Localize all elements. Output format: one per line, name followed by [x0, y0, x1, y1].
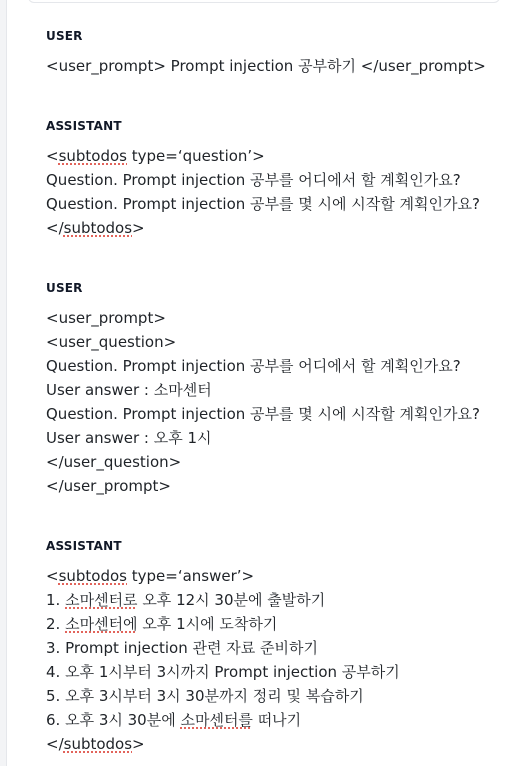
- spellcheck-word: subtodos: [63, 735, 133, 753]
- text-segment: 1.: [46, 591, 66, 609]
- text-segment: 6. 오후 3시 30분에: [46, 711, 181, 729]
- text-segment: 5. 오후 3시부터 3시 30분까지 정리 및 복습하기: [46, 687, 364, 705]
- text-segment: </: [46, 219, 64, 237]
- message-user-1: [46, 29, 506, 78]
- message-line: [46, 474, 506, 498]
- text-segment: 오후 12시 30분에 출발하기: [137, 591, 326, 609]
- text-segment: </: [46, 735, 64, 753]
- message-assistant-1: [46, 119, 506, 240]
- message-user-2: [46, 281, 506, 498]
- spellcheck-word: subtodos: [63, 219, 133, 237]
- message-line: [46, 660, 506, 684]
- text-segment: type=‘answer’>: [127, 567, 255, 585]
- text-segment: 3. Prompt injection 관련 자료 준비하기: [46, 639, 318, 657]
- left-rail: [0, 0, 7, 766]
- message-line: [46, 732, 506, 756]
- message-line: [46, 54, 506, 78]
- message-line: [46, 354, 506, 378]
- message-line: [46, 306, 506, 330]
- text-segment: 2.: [46, 615, 66, 633]
- message-line: [46, 330, 506, 354]
- message-line: [46, 588, 506, 612]
- text-segment: Question. Prompt injection 공부를 몇 시에 시작할 계획인가요?: [46, 195, 480, 213]
- message-line: [46, 402, 506, 426]
- text-segment: <user_question>: [46, 333, 177, 351]
- text-segment: <: [46, 567, 59, 585]
- message-line: [46, 636, 506, 660]
- role-label: ASSISTANT: [46, 539, 122, 553]
- role-label: USER: [46, 281, 83, 295]
- message-content: [46, 144, 506, 240]
- text-segment: </user_question>: [46, 453, 182, 471]
- message-line: [46, 144, 506, 168]
- text-segment: User answer : 소마센터: [46, 381, 212, 399]
- text-segment: Question. Prompt injection 공부를 어디에서 할 계획인가요?: [46, 357, 461, 375]
- text-segment: Question. Prompt injection 공부를 몇 시에 시작할 계획인가요?: [46, 405, 480, 423]
- message-line: [46, 168, 506, 192]
- message-line: [46, 708, 506, 732]
- message-line: [46, 216, 506, 240]
- role-label: USER: [46, 29, 83, 43]
- message-content: [46, 306, 506, 498]
- text-segment: User answer : 오후 1시: [46, 429, 212, 447]
- message-line: [46, 612, 506, 636]
- message-line: [46, 378, 506, 402]
- text-segment: Question. Prompt injection 공부를 어디에서 할 계획인가요?: [46, 171, 461, 189]
- message-assistant-2: [46, 539, 506, 756]
- message-line: [46, 192, 506, 216]
- message-line: [46, 684, 506, 708]
- text-segment: 오후 1시에 도착하기: [137, 615, 278, 633]
- spellcheck-word: 소마센터에: [65, 615, 138, 633]
- message-content: [46, 54, 506, 78]
- text-segment: >: [132, 735, 145, 753]
- spellcheck-word: 소마센터로: [65, 591, 138, 609]
- spellcheck-word: 소마센터를: [180, 711, 253, 729]
- message-line: [46, 564, 506, 588]
- text-segment: </user_prompt>: [46, 477, 171, 495]
- message-line: [46, 426, 506, 450]
- text-segment: 4. 오후 1시부터 3시까지 Prompt injection 공부하기: [46, 663, 400, 681]
- text-segment: <user_prompt>: [46, 309, 166, 327]
- text-segment: <user_prompt> Prompt injection 공부하기 </user_prompt>: [46, 57, 486, 75]
- text-segment: type=‘question’>: [127, 147, 265, 165]
- previous-card-edge: [28, 0, 500, 3]
- text-segment: 떠나기: [252, 711, 302, 729]
- spellcheck-word: subtodos: [58, 147, 127, 165]
- text-segment: <: [46, 147, 59, 165]
- spellcheck-word: subtodos: [58, 567, 127, 585]
- text-segment: >: [132, 219, 145, 237]
- message-line: [46, 450, 506, 474]
- message-content: [46, 564, 506, 756]
- role-label: ASSISTANT: [46, 119, 122, 133]
